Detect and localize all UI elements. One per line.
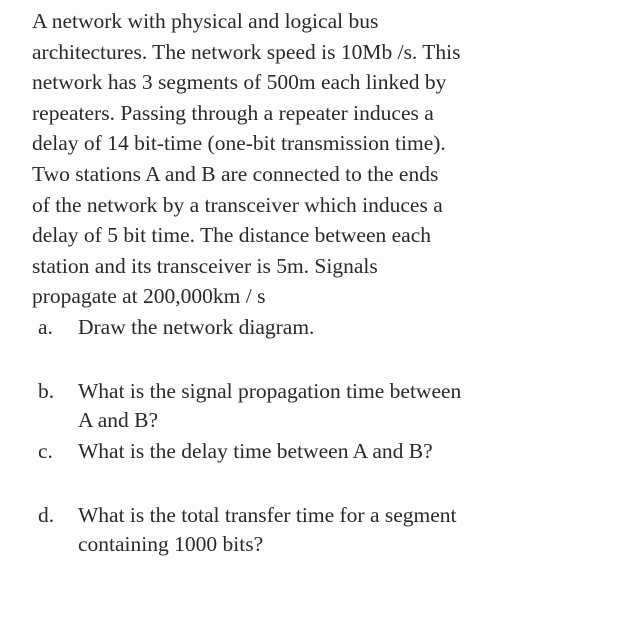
statement-line: delay of 14 bit-time (one-bit transmission time). [32,131,446,156]
question-text [78,313,314,342]
question-line: containing 1000 bits? [78,532,264,556]
problem-statement [32,6,592,312]
question-letter: a. [38,315,53,339]
statement-line: propagate at 200,000km / s [32,284,266,309]
question-line: What is the signal propagation time between [78,379,462,403]
statement-line: network has 3 segments of 500m each linked by [32,70,447,95]
statement-line: delay of 5 bit time. The distance between each [32,223,431,248]
statement-line: station and its transceiver is 5m. Signals [32,253,378,278]
question-text [78,377,461,435]
question-line: Draw the network diagram. [78,315,315,339]
question-letter: c. [38,439,53,463]
statement-line: repeaters. Passing through a repeater induces a [32,100,434,125]
question-line: A and B? [78,408,159,432]
question-text [78,437,433,466]
question-letter: d. [38,503,55,527]
question-letter: b. [38,379,55,403]
question-line: What is the delay time between A and B? [78,439,433,463]
question-line: What is the total transfer time for a segment [78,503,457,527]
statement-line: architectures. The network speed is 10Mb /s. This [32,39,461,64]
statement-line: A network with physical and logical bus [32,9,379,33]
question-text [78,501,457,559]
statement-line: Two stations A and B are connected to the ends [32,161,439,186]
statement-line: of the network by a transceiver which induces a [32,192,443,217]
